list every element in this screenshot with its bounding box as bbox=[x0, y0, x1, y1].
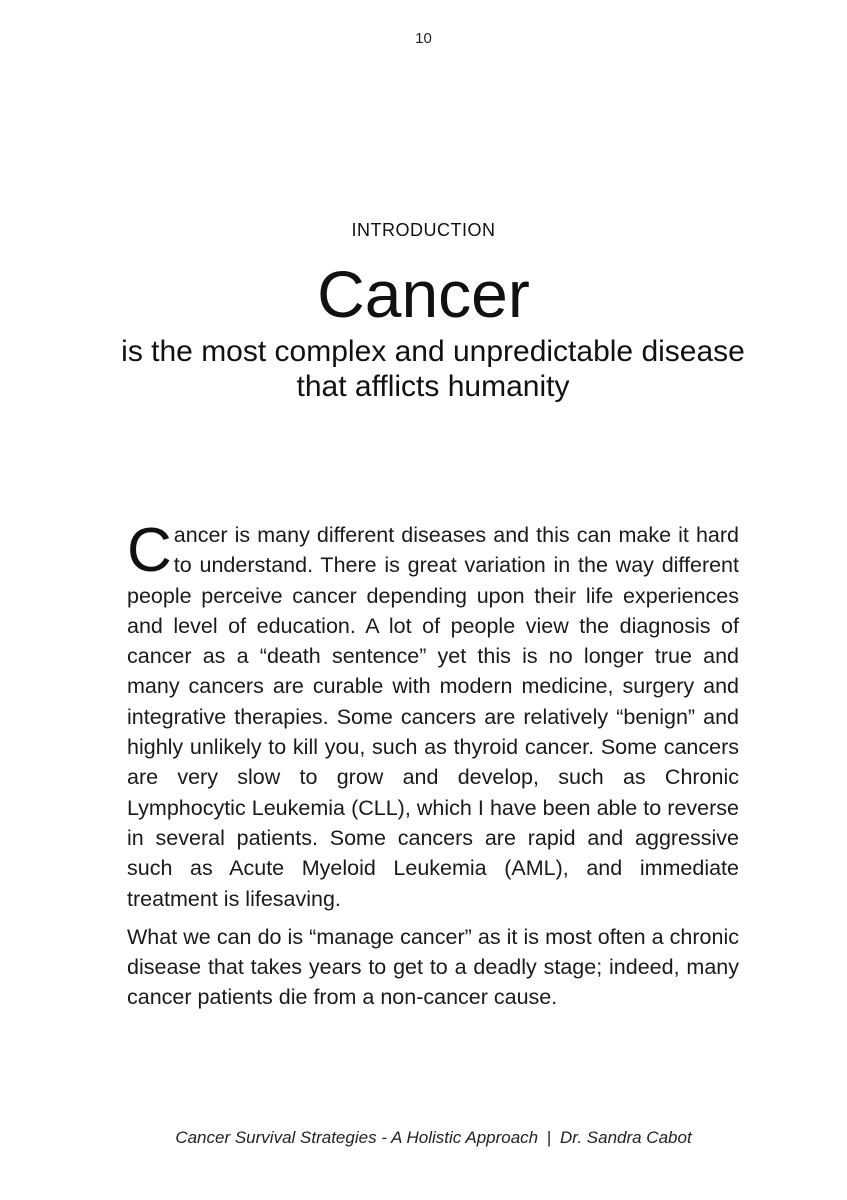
paragraph-1 bbox=[127, 516, 739, 914]
footer-book-title: Cancer Survival Strategies - A Holistic Approach bbox=[175, 1128, 539, 1147]
drop-cap: C bbox=[127, 516, 172, 585]
page-title: Cancer bbox=[317, 257, 530, 331]
footer-author: Dr. Sandra Cabot bbox=[560, 1128, 692, 1147]
body-text bbox=[127, 516, 739, 1021]
paragraph-2: What we can do is “manage cancer” as it is most often a chronic disease that takes years to get to a deadly stage; indeed, many cancer patients die from a non-cancer cause. bbox=[127, 924, 739, 1010]
footer bbox=[0, 1128, 847, 1148]
page-subtitle: is the most complex and unpredictable disease that afflicts humanity bbox=[121, 335, 745, 403]
footer-separator: | bbox=[546, 1128, 552, 1147]
paragraph-1-text: ancer is many different diseases and this can make it hard to understand. There is great variation in the way different people perceive cancer depending upon their life experiences and level of education. A lot of people view the diagnosis of cancer as a “death sentence” yet this is no longer true and many cancers are curable with modern medicine, surgery and integrative therapies. Some cancers are relatively “benign” and highly unlikely to kill you, such as thyroid cancer. Some cancers are very slow to grow and develop, such as Chronic Lymphocytic Leukemia (CLL), which I have been able to reverse in several patients. Some cancers are rapid and aggressive such as Acute Myeloid Leukemia (AML), and immediate treatment is lifesaving. bbox=[127, 523, 739, 911]
page-number: 10 bbox=[415, 30, 432, 47]
section-label: INTRODUCTION bbox=[351, 220, 496, 240]
